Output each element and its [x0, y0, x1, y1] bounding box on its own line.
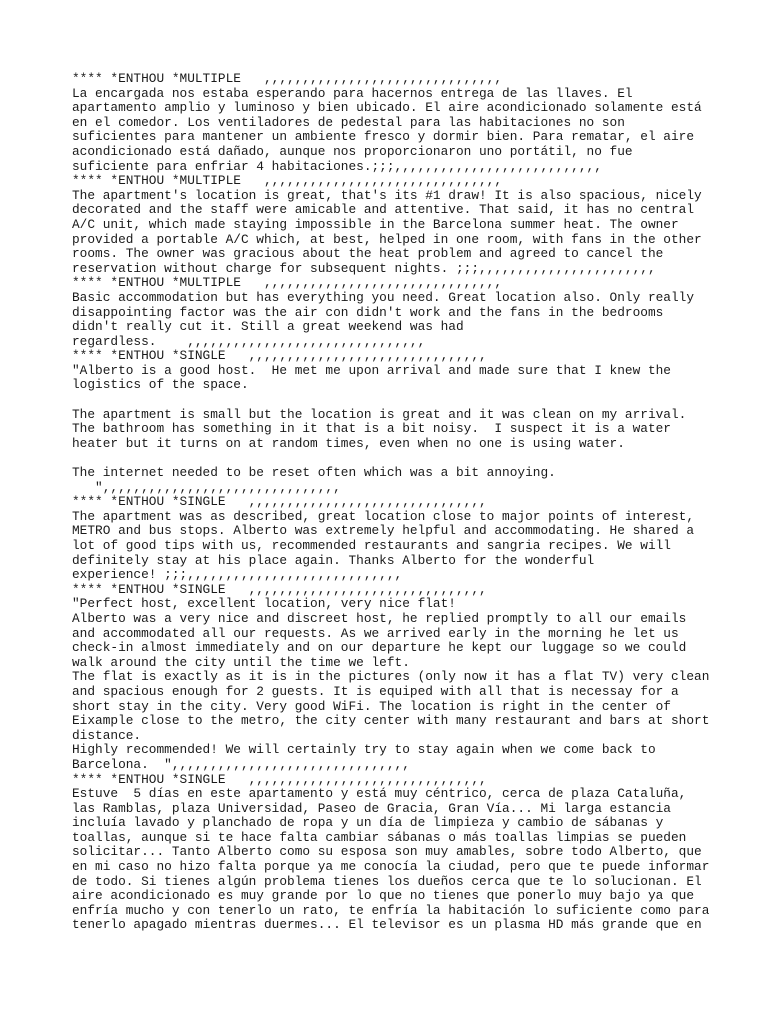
document-line: The apartment is small but the location is great and it was clean on my arrival. — [72, 406, 687, 422]
document-line: incluía lavado y planchado de ropa y un día de limpieza y cambio de sábanas y — [72, 815, 664, 831]
document-text — [72, 72, 722, 933]
document-line: **** *ENTHOU *SINGLE ,,,,,,,,,,,,,,,,,,,,,,,,,,,,,,, — [72, 771, 487, 787]
document-line: The apartment was as described, great location close to major points of interest, — [72, 508, 695, 524]
document-line: definitely stay at his place again. Thanks Alberto for the wonderful — [72, 552, 595, 568]
document-line: enfría mucho y con tenerlo un rato, te enfría la habitación lo suficiente como para — [72, 902, 710, 918]
document-line: toallas, aunque si te hace falta cambiar sábanas o más toallas limpias se pueden — [72, 829, 687, 845]
document-line: and spacious enough for 2 guests. It is equiped with all that is necessay for a — [72, 683, 679, 699]
document-line: suficientes para mantener un ambiente fresco y dormir bien. Para rematar, el aire — [72, 129, 695, 145]
document-line: ",,,,,,,,,,,,,,,,,,,,,,,,,,,,,,, — [72, 479, 341, 495]
document-line: walk around the city until the time we left. — [72, 654, 410, 670]
document-line: **** *ENTHOU *SINGLE ,,,,,,,,,,,,,,,,,,,,,,,,,,,,,,, — [72, 581, 487, 597]
document-line: **** *ENTHOU *MULTIPLE ,,,,,,,,,,,,,,,,,,,,,,,,,,,,,,, — [72, 72, 503, 86]
document-line: **** *ENTHOU *MULTIPLE ,,,,,,,,,,,,,,,,,,,,,,,,,,,,,,, — [72, 275, 503, 291]
document-line: The internet needed to be reset often which was a bit annoying. — [72, 465, 556, 481]
document-line: "Perfect host, excellent location, very nice flat! — [72, 596, 456, 612]
document-line: acondicionado está dañado, aunque nos proporcionaron uno portátil, no fue — [72, 143, 633, 159]
document-line: disappointing factor was the air con didn't work and the fans in the bedrooms — [72, 304, 664, 320]
document-line: de todo. Si tienes algún problema tienes los dueños cerca que te lo solucionan. El — [72, 873, 702, 889]
document-line: didn't really cut it. Still a great weekend was had — [72, 319, 464, 335]
document-line: Highly recommended! We will certainly try to stay again when we come back to — [72, 742, 656, 758]
document-page — [72, 72, 722, 933]
document-line: apartamento amplio y luminoso y bien ubicado. El aire acondicionado solamente está — [72, 100, 702, 116]
document-line: decorated and the staff were amicable and attentive. That said, it has no central — [72, 202, 695, 218]
document-line: provided a portable A/C which, at best, helped in one room, with fans in the other — [72, 231, 702, 247]
document-line: Eixample close to the metro, the city center with many restaurant and bars at short — [72, 713, 710, 729]
document-line: experience! ;;;,,,,,,,,,,,,,,,,,,,,,,,,,,,, — [72, 567, 403, 583]
document-line: The bathroom has something in it that is a bit noisy. I suspect it is a water — [72, 421, 671, 437]
document-line: A/C unit, which made staying impossible in the Barcelona summer heat. The owner — [72, 216, 679, 232]
document-line: The flat is exactly as it is in the pictures (only now it has a flat TV) very clean — [72, 669, 710, 685]
document-line: The apartment's location is great, that's its #1 draw! It is also spacious, nicely — [72, 187, 702, 203]
document-line: Basic accommodation but has everything you need. Great location also. Only really — [72, 289, 695, 305]
document-line: Alberto was a very nice and discreet host, he replied promptly to all our emails — [72, 610, 687, 626]
document-line: Estuve 5 días en este apartamento y está muy céntrico, cerca de plaza Cataluña, — [72, 786, 687, 802]
document-line: distance. — [72, 727, 142, 743]
document-line: Barcelona. ",,,,,,,,,,,,,,,,,,,,,,,,,,,,,,, — [72, 756, 410, 772]
document-line: **** *ENTHOU *MULTIPLE ,,,,,,,,,,,,,,,,,,,,,,,,,,,,,,, — [72, 173, 503, 189]
document-line: en mi caso no hizo falta porque ya me conocía la ciudad, pero que te puede informar — [72, 859, 710, 875]
document-line: suficiente para enfriar 4 habitaciones.;;;,,,,,,,,,,,,,,,,,,,,,,,,,,, — [72, 158, 602, 174]
document-line: **** *ENTHOU *SINGLE ,,,,,,,,,,,,,,,,,,,,,,,,,,,,,,, — [72, 348, 487, 364]
document-line: and accommodated all our requests. As we arrived early in the morning he let us — [72, 625, 679, 641]
document-line: lot of good tips with us, recommended restaurants and sangria recipes. We will — [72, 538, 671, 553]
document-line: tenerlo apagado mientras duermes... El televisor es un plasma HD más grande que en — [72, 917, 702, 933]
document-line: **** *ENTHOU *SINGLE ,,,,,,,,,,,,,,,,,,,,,,,,,,,,,,, — [72, 494, 487, 510]
document-line: check-in almost immediately and on our departure he kept our luggage so we could — [72, 640, 687, 656]
document-line: short stay in the city. Very good WiFi. The location is right in the center of — [72, 698, 671, 714]
document-line: regardless. ,,,,,,,,,,,,,,,,,,,,,,,,,,,,,,, — [72, 333, 426, 349]
document-line — [72, 450, 80, 465]
document-line: aire acondicionado es muy grande por lo que no tienes que ponerlo muy bajo ya que — [72, 888, 695, 904]
document-line: las Ramblas, plaza Universidad, Paseo de Gracia, Gran Vía... Mi larga estancia — [72, 800, 671, 816]
document-line: "Alberto is a good host. He met me upon arrival and made sure that I knew the — [72, 362, 671, 378]
document-line: METRO and bus stops. Alberto was extremely helpful and accommodating. He shared a — [72, 523, 695, 539]
document-line — [72, 392, 80, 407]
document-line: rooms. The owner was gracious about the heat problem and agreed to cancel the — [72, 246, 664, 262]
document-line: La encargada nos estaba esperando para hacernos entrega de las llaves. El — [72, 85, 633, 101]
document-line: reservation without charge for subsequent nights. ;;;,,,,,,,,,,,,,,,,,,,,,,, — [72, 260, 656, 276]
document-line: heater but it turns on at random times, even when no one is using water. — [72, 435, 625, 451]
document-line: logistics of the space. — [72, 377, 249, 393]
document-line: solicitar... Tanto Alberto como su esposa son muy amables, sobre todo Alberto, que — [72, 844, 702, 860]
document-line: en el comedor. Los ventiladores de pedestal para las habitaciones no son — [72, 114, 625, 130]
